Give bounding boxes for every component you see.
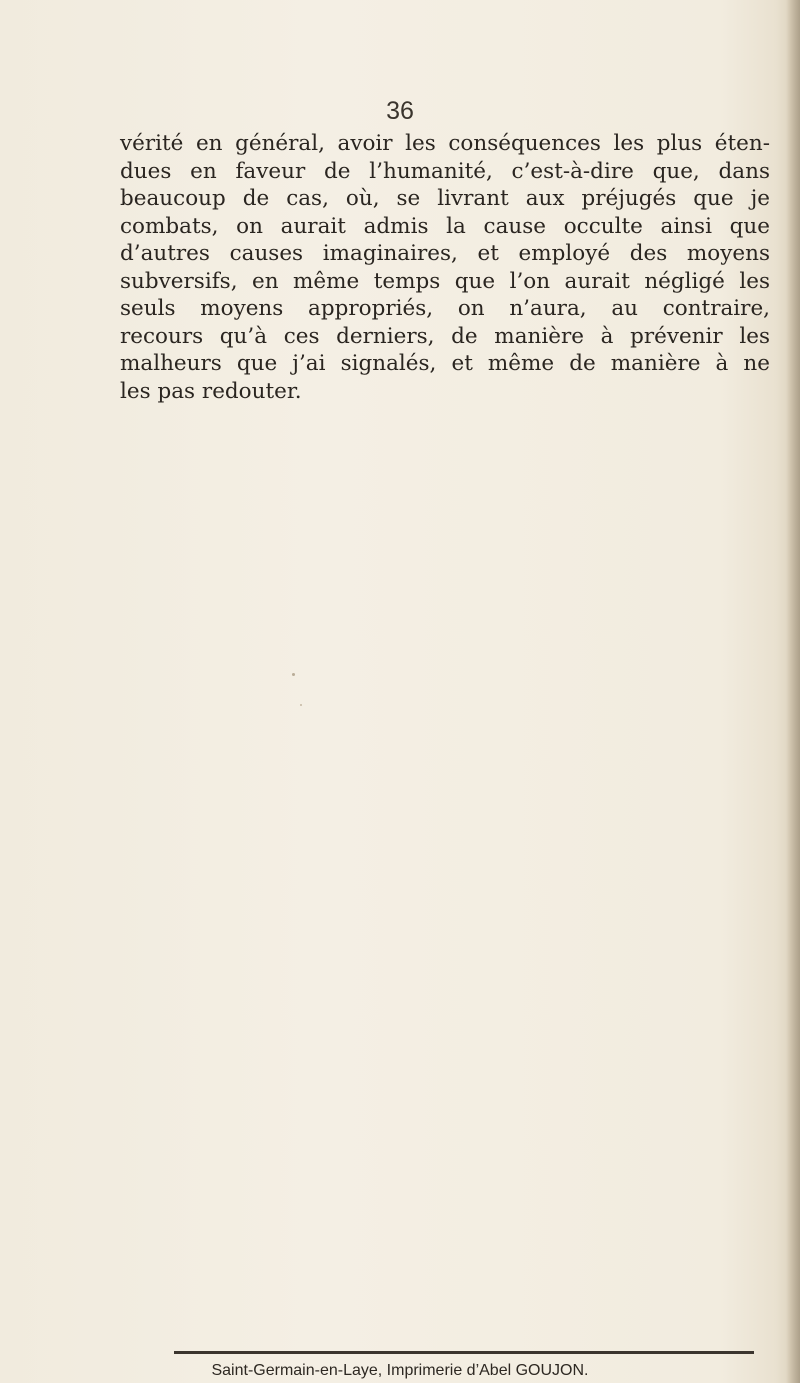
colophon-rule — [174, 1351, 754, 1354]
page-edge-shadow — [786, 0, 800, 1383]
text-line: recours qu’à ces derniers, de manière à prévenir les — [120, 323, 770, 349]
paper-speck — [300, 704, 302, 706]
printer-colophon: Saint-Germain-en-Laye, Imprimerie d’Abel GOUJON. — [211, 1362, 589, 1379]
text-line: vérité en général, avoir les conséquences les plus éten- — [120, 131, 770, 156]
text-line: subversifs, en même temps que l’on aurait négligé les — [120, 268, 770, 294]
text-line: combats, on aurait admis la cause occulte ainsi que — [120, 213, 770, 239]
paper-speck — [292, 673, 295, 676]
page-number: 36 — [386, 97, 414, 125]
text-line: beaucoup de cas, où, se livrant aux préjugés que je — [120, 186, 770, 211]
text-line: d’autres causes imaginaires, et employé des moyens — [120, 241, 770, 266]
text-line: seuls moyens appropriés, on n’aura, au contraire, — [120, 296, 770, 321]
text-line: les pas redouter. — [120, 378, 302, 404]
body-paragraph — [120, 130, 770, 405]
text-line: malheurs que j’ai signalés, et même de manière à ne — [120, 351, 770, 376]
text-line: dues en faveur de l’humanité, c’est-à-dire que, dans — [120, 158, 770, 184]
